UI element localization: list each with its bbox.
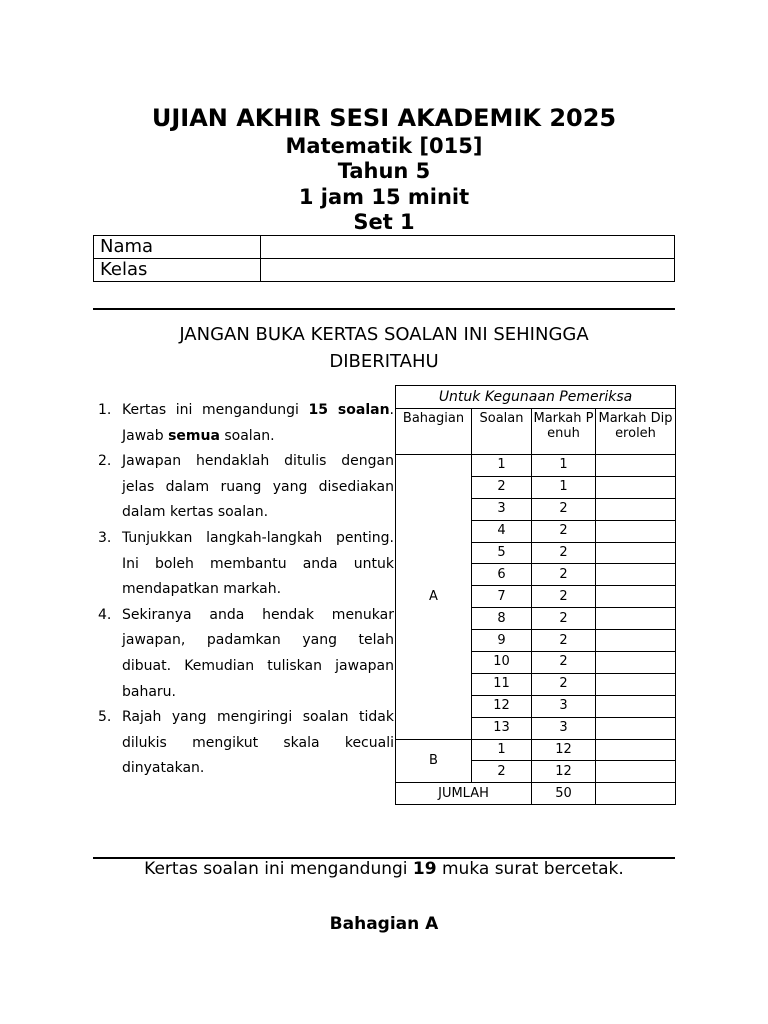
section-title: Bahagian A — [329, 914, 439, 934]
instruction-text: Sekiranya anda hendak menukar jawapan, padamkan yang telah dibuat. Kemudian tuliskan jawapan baharu. — [122, 606, 394, 700]
header-cell-section: Bahagian — [396, 409, 472, 455]
obtained-marks-cell[interactable] — [596, 673, 676, 695]
question-number: 2 — [472, 476, 532, 498]
instruction-text: Rajah yang mengiringi soalan tidak dilukis mengikut skala kecuali dinyatakan. — [122, 709, 394, 777]
header-cell-obtained-marks: Markah Diperoleh — [596, 409, 676, 455]
obtained-marks-cell[interactable] — [596, 630, 676, 652]
full-marks: 2 — [532, 520, 596, 542]
header-cell-full-marks: Markah Penuh — [532, 409, 596, 455]
full-marks: 3 — [532, 695, 596, 717]
instruction-text: Kertas ini mengandungi — [122, 402, 309, 418]
instruction-text: Tunjukkan langkah-langkah penting. Ini boleh membantu anda untuk mendapatkan markah. — [122, 529, 394, 598]
table-row — [396, 455, 676, 477]
year-line: Tahun 5 — [337, 159, 431, 183]
question-number: 11 — [472, 673, 532, 695]
obtained-marks-cell[interactable] — [596, 564, 676, 586]
subject-line: Matematik [015] — [285, 134, 483, 158]
obtained-marks-cell[interactable] — [596, 586, 676, 608]
instruction-item — [98, 603, 394, 705]
obtained-marks-cell[interactable] — [596, 652, 676, 674]
question-number: 8 — [472, 608, 532, 630]
question-number: 5 — [472, 542, 532, 564]
instruction-text: . Jawab — [122, 402, 394, 444]
obtained-marks-cell[interactable] — [596, 739, 676, 761]
examiner-table — [395, 385, 676, 805]
instruction-number: 4. — [98, 606, 112, 623]
question-number: 12 — [472, 695, 532, 717]
examiner-table-body — [396, 455, 676, 783]
instruction-item — [98, 705, 394, 782]
name-field[interactable] — [261, 236, 675, 259]
question-number: 4 — [472, 520, 532, 542]
full-marks: 1 — [532, 455, 596, 477]
full-marks: 2 — [532, 608, 596, 630]
question-number: 3 — [472, 498, 532, 520]
name-label: Nama — [94, 236, 261, 259]
full-marks: 2 — [532, 498, 596, 520]
obtained-marks-cell[interactable] — [596, 608, 676, 630]
obtained-marks-cell[interactable] — [596, 476, 676, 498]
full-marks: 2 — [532, 630, 596, 652]
obtained-marks-cell[interactable] — [596, 542, 676, 564]
section-label: A — [396, 455, 472, 740]
total-row — [396, 783, 676, 805]
question-number: 6 — [472, 564, 532, 586]
question-number: 7 — [472, 586, 532, 608]
question-number: 1 — [472, 455, 532, 477]
full-marks: 12 — [532, 739, 596, 761]
instruction-emphasis: semua — [168, 427, 220, 444]
instruction-item — [98, 526, 394, 603]
table-row — [396, 739, 676, 761]
header-cell-question: Soalan — [472, 409, 532, 455]
examiner-table-caption: Untuk Kegunaan Pemeriksa — [396, 386, 676, 409]
total-full-marks: 50 — [532, 783, 596, 805]
full-marks: 3 — [532, 717, 596, 739]
full-marks: 2 — [532, 564, 596, 586]
full-marks: 2 — [532, 652, 596, 674]
student-info-table — [93, 235, 675, 282]
set-line: Set 1 — [353, 210, 415, 234]
full-marks: 2 — [532, 542, 596, 564]
class-row — [94, 259, 675, 282]
instruction-number: 3. — [98, 529, 112, 546]
section-label: B — [396, 739, 472, 783]
obtained-marks-cell[interactable] — [596, 455, 676, 477]
instruction-number: 2. — [98, 453, 112, 470]
page-count-number: 19 — [412, 859, 437, 879]
instructions-list — [93, 398, 394, 782]
page-count-pre: Kertas soalan ini mengandungi — [144, 859, 413, 879]
full-marks: 12 — [532, 761, 596, 783]
instruction-item — [98, 449, 394, 526]
obtained-marks-cell[interactable] — [596, 520, 676, 542]
obtained-marks-cell[interactable] — [596, 498, 676, 520]
instruction-emphasis: 15 soalan — [308, 402, 390, 418]
instruction-text: Jawapan hendaklah ditulis dengan jelas dalam ruang yang disediakan dalam kertas soalan. — [122, 453, 394, 521]
question-number: 2 — [472, 761, 532, 783]
class-field[interactable] — [261, 259, 675, 282]
full-marks: 2 — [532, 673, 596, 695]
page-count-post: muka surat bercetak. — [436, 859, 624, 879]
warning-notice: JANGAN BUKA KERTAS SOALAN INI SEHINGGA DIBERITAHU — [179, 324, 589, 372]
examiner-table-header — [396, 409, 676, 455]
obtained-marks-cell[interactable] — [596, 717, 676, 739]
exam-title: UJIAN AKHIR SESI AKADEMIK 2025 — [151, 104, 617, 132]
instruction-number: 1. — [98, 402, 112, 418]
duration-line: 1 jam 15 minit — [298, 185, 470, 209]
instruction-item — [98, 398, 394, 449]
full-marks: 1 — [532, 476, 596, 498]
question-number: 1 — [472, 739, 532, 761]
top-divider — [93, 308, 675, 310]
question-number: 10 — [472, 652, 532, 674]
name-row — [94, 236, 675, 259]
total-obtained-cell[interactable] — [596, 783, 676, 805]
total-label: JUMLAH — [396, 783, 532, 805]
full-marks: 2 — [532, 586, 596, 608]
class-label: Kelas — [94, 259, 261, 282]
question-number: 9 — [472, 630, 532, 652]
page-count-note — [0, 857, 768, 881]
instruction-number: 5. — [98, 709, 112, 726]
obtained-marks-cell[interactable] — [596, 761, 676, 783]
instruction-text: soalan. — [219, 427, 275, 444]
obtained-marks-cell[interactable] — [596, 695, 676, 717]
question-number: 13 — [472, 717, 532, 739]
